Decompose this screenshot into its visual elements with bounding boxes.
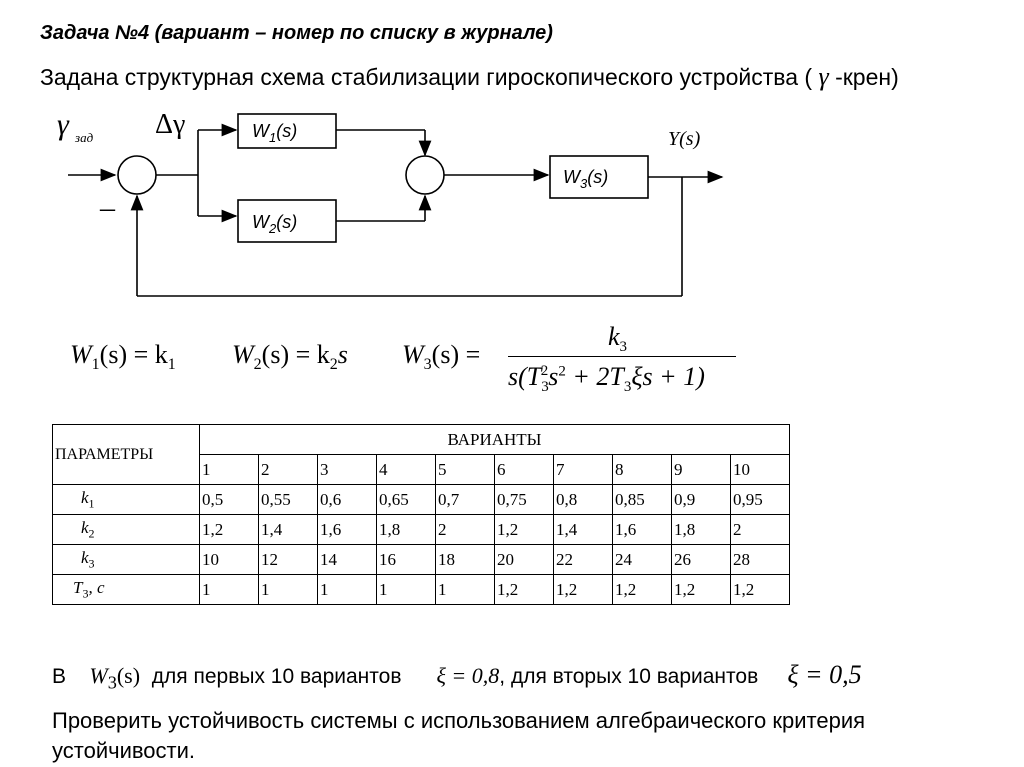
table-cell: 1,6: [613, 515, 672, 545]
error-label: Δγ: [155, 109, 186, 140]
table-cell: 1: [318, 575, 377, 605]
summing-junction-2: [406, 156, 444, 194]
table-cell: 1,4: [259, 515, 318, 545]
variant-cell: 9: [672, 455, 731, 485]
table-cell: 24: [613, 545, 672, 575]
param-name: $k_1$: [53, 485, 200, 515]
table-cell: 1: [200, 575, 259, 605]
table-cell: 1,8: [672, 515, 731, 545]
formula-w3-denominator: $s(T_3^2s^2 + 2T_3\xi s + 1)$: [508, 362, 705, 396]
variant-cell: 3: [318, 455, 377, 485]
table-cell: 0,85: [613, 485, 672, 515]
table-cell: 1,2: [731, 575, 790, 605]
task-statement: Проверить устойчивость системы с использованием алгебраического критерия устойчивости.: [52, 708, 866, 763]
table-cell: 0,9: [672, 485, 731, 515]
given-statement: [40, 62, 899, 92]
variant-cell: 7: [554, 455, 613, 485]
variant-cell: 8: [613, 455, 672, 485]
input-gamma: γ: [57, 108, 69, 141]
table-row-k3: [53, 545, 790, 575]
table-cell: 26: [672, 545, 731, 575]
xi-first: ξ = 0,8: [436, 663, 500, 688]
table-cell: 0,8: [554, 485, 613, 515]
variant-cell: 1: [200, 455, 259, 485]
variant-cell: 10: [731, 455, 790, 485]
table-cell: 1,4: [554, 515, 613, 545]
table-cell: 2: [436, 515, 495, 545]
table-row-k2: [53, 515, 790, 545]
variant-cell: 5: [436, 455, 495, 485]
table-cell: 0,95: [731, 485, 790, 515]
gamma-symbol: γ: [818, 62, 829, 91]
formula-w3-numerator: $k_3$: [608, 322, 628, 356]
table-cell: 0,55: [259, 485, 318, 515]
table-cell: 0,65: [377, 485, 436, 515]
table-cell: 0,75: [495, 485, 554, 515]
formula-w2: $W_2(s) = k_2s$: [232, 340, 348, 374]
given-text: Задана структурная схема стабилизации гироскопического устройства (: [40, 64, 813, 90]
block-diagram: [0, 100, 1024, 320]
header-params: ПАРАМЕТРЫ: [53, 425, 200, 485]
table-cell: 1,6: [318, 515, 377, 545]
table-cell: 1: [259, 575, 318, 605]
param-name: $k_3$: [53, 545, 200, 575]
table-cell: 0,6: [318, 485, 377, 515]
block-w2-label: $W_2(s)$: [252, 212, 298, 236]
table-cell: 28: [731, 545, 790, 575]
block-w3-label: $W_3(s)$: [563, 167, 609, 191]
table-cell: 1,2: [495, 575, 554, 605]
variant-cell: 4: [377, 455, 436, 485]
table-cell: 1: [436, 575, 495, 605]
table-cell: 1,2: [495, 515, 554, 545]
variant-cell: 6: [495, 455, 554, 485]
xi-second: ξ = 0,5: [787, 660, 862, 689]
formula-w3-lhs: $W_3(s)$ =: [402, 340, 481, 374]
variant-cell: 2: [259, 455, 318, 485]
table-cell: 0,5: [200, 485, 259, 515]
block-w1-label: $W_1(s)$: [252, 121, 298, 145]
given-suffix: -крен): [828, 64, 899, 90]
table-cell: 12: [259, 545, 318, 575]
input-subscript: зад: [75, 130, 94, 145]
table-cell: 16: [377, 545, 436, 575]
table-cell: 1,8: [377, 515, 436, 545]
formula-w1: $W_1(s) = k_1$: [70, 340, 176, 374]
table-cell: 2: [731, 515, 790, 545]
xi-note: В $W_3(s)$ для первых 10 вариантов ξ = 0,8, для вторых 10 вариантов ξ = 0,5: [52, 660, 862, 693]
table-cell: 14: [318, 545, 377, 575]
output-label: Y(s): [668, 128, 701, 150]
table-cell: 20: [495, 545, 554, 575]
table-cell: 1,2: [672, 575, 731, 605]
table-row-k1: [53, 485, 790, 515]
table-header-row: [53, 425, 790, 455]
note-w3: $W_3(s)$: [89, 663, 141, 693]
table-cell: 1,2: [613, 575, 672, 605]
param-name: $k_2$: [53, 515, 200, 545]
table-cell: 18: [436, 545, 495, 575]
header-variants: ВАРИАНТЫ: [200, 425, 790, 455]
table-row-t3: [53, 575, 790, 605]
table-cell: 10: [200, 545, 259, 575]
table-cell: 1: [377, 575, 436, 605]
param-name: $T_3$, c: [53, 575, 200, 605]
fraction-line: [508, 356, 736, 357]
table-cell: 0,7: [436, 485, 495, 515]
summing-junction-1: [118, 156, 156, 194]
parameters-table: [52, 424, 790, 605]
minus-sign: –: [100, 191, 115, 224]
table-cell: 22: [554, 545, 613, 575]
task-title: Задача №4 (вариант – номер по списку в журнале): [40, 22, 553, 44]
table-cell: 1,2: [200, 515, 259, 545]
table-cell: 1,2: [554, 575, 613, 605]
